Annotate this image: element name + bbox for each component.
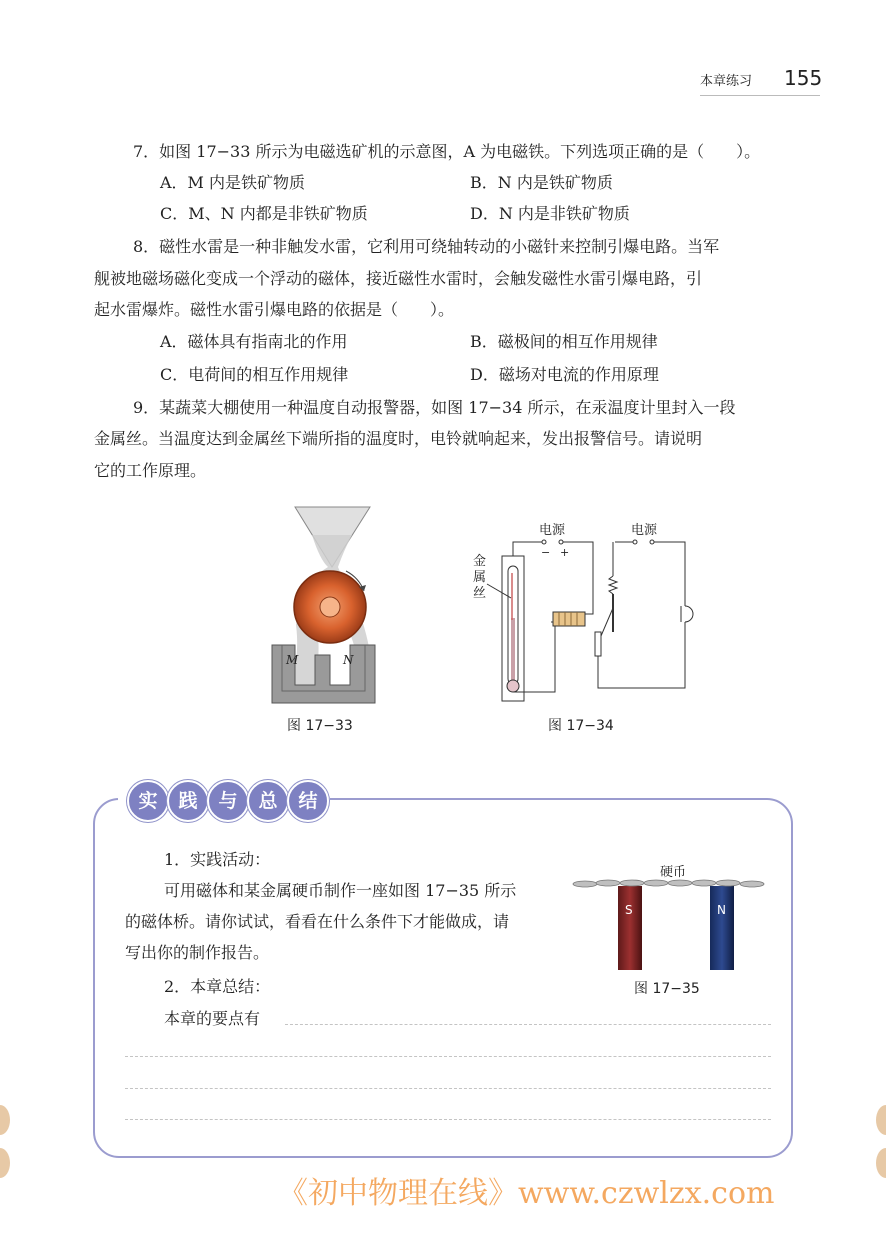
wire-label-char-3: 丝	[473, 586, 487, 601]
label-n-pole: N	[717, 903, 726, 917]
badge-char-2: 践	[167, 780, 209, 822]
q7-option-c: C．M、N 内都是非铁矿物质	[160, 204, 368, 223]
figure-17-35-magnet-bridge	[570, 858, 775, 976]
q8-option-b: B．磁极间的相互作用规律	[470, 332, 658, 351]
power-label-1: 电源	[539, 523, 566, 538]
summary-prompt: 本章的要点有	[164, 1009, 261, 1028]
q8-line-2: 舰被地磁场磁化变成一个浮动的磁体，接近磁性水雷时，会触发磁性水雷引爆电路，引	[94, 269, 703, 288]
plus-sign: +	[560, 546, 570, 559]
badge-char-1: 实	[127, 780, 169, 822]
coin-label: 硬币	[660, 865, 687, 880]
q8-line-3: 起水雷爆炸。磁性水雷引爆电路的依据是（ ）。	[94, 300, 455, 319]
figure-17-33-caption: 图 17−33	[287, 718, 353, 734]
q8-line-1: 8．磁性水雷是一种非触发水雷，它利用可绕轴转动的小磁针来控制引爆电路。当军	[133, 237, 720, 256]
q7-stem: 7．如图 17−33 所示为电磁选矿机的示意图，A 为电磁铁。下列选项正确的是（ ）。	[133, 142, 761, 161]
label-n: N	[343, 653, 354, 667]
wire-pointer	[487, 584, 511, 598]
q8-option-a: A．磁体具有指南北的作用	[160, 332, 348, 351]
wire-label-char-1: 金	[473, 554, 487, 569]
answer-line-2	[125, 1056, 771, 1057]
q7-option-d: D．N 内是非铁矿物质	[470, 204, 630, 223]
q9-line-1: 9．某蔬菜大棚使用一种温度自动报警器，如图 17−34 所示，在汞温度计里封入一段	[133, 398, 736, 417]
badge-char-5: 结	[287, 780, 329, 822]
figure-17-33-ore-separator	[260, 505, 390, 705]
label-m: M	[286, 653, 299, 667]
edge-decoration-right-bottom	[876, 1148, 886, 1178]
figure-17-34-alarm-circuit	[465, 518, 705, 708]
label-s-pole: S	[625, 903, 633, 917]
header-rule	[700, 95, 820, 96]
answer-line-1	[285, 1024, 771, 1025]
q7-option-b: B．N 内是铁矿物质	[470, 173, 613, 192]
q8-option-c: C．电荷间的相互作用规律	[160, 365, 349, 384]
chapter-label: 本章练习	[700, 74, 753, 89]
figure-17-34-caption: 图 17−34	[548, 718, 614, 734]
edge-decoration-right-top	[876, 1105, 886, 1135]
figure-17-35-caption: 图 17−35	[634, 981, 700, 997]
practice-activity-title: 1．实践活动：	[164, 850, 271, 869]
wire-label-char-2: 属	[473, 570, 487, 585]
q9-line-3: 它的工作原理。	[94, 461, 207, 480]
edge-decoration-left-bottom	[0, 1148, 10, 1178]
q8-option-d: D．磁场对电流的作用原理	[470, 365, 659, 384]
minus-sign: −	[541, 546, 551, 559]
practice-activity-line-3: 写出你的制作报告。	[125, 943, 270, 962]
answer-line-4	[125, 1119, 771, 1120]
chapter-summary-title: 2．本章总结：	[164, 977, 271, 996]
practice-activity-line-1: 可用磁体和某金属硬币制作一座如图 17−35 所示	[164, 881, 517, 900]
edge-decoration-left-top	[0, 1105, 10, 1135]
answer-line-3	[125, 1088, 771, 1089]
q7-option-a: A．M 内是铁矿物质	[160, 173, 306, 192]
page-number: 155	[784, 66, 823, 90]
badge-char-4: 总	[247, 780, 289, 822]
badge-char-3: 与	[207, 780, 249, 822]
site-watermark: 《初中物理在线》www.czwlzx.com	[278, 1176, 775, 1211]
power-label-2: 电源	[631, 523, 658, 538]
q9-line-2: 金属丝。当温度达到金属丝下端所指的温度时，电铃就响起来，发出报警信号。请说明	[94, 429, 703, 448]
practice-activity-line-2: 的磁体桥。请你试试，看看在什么条件下才能做成，请	[125, 912, 510, 931]
